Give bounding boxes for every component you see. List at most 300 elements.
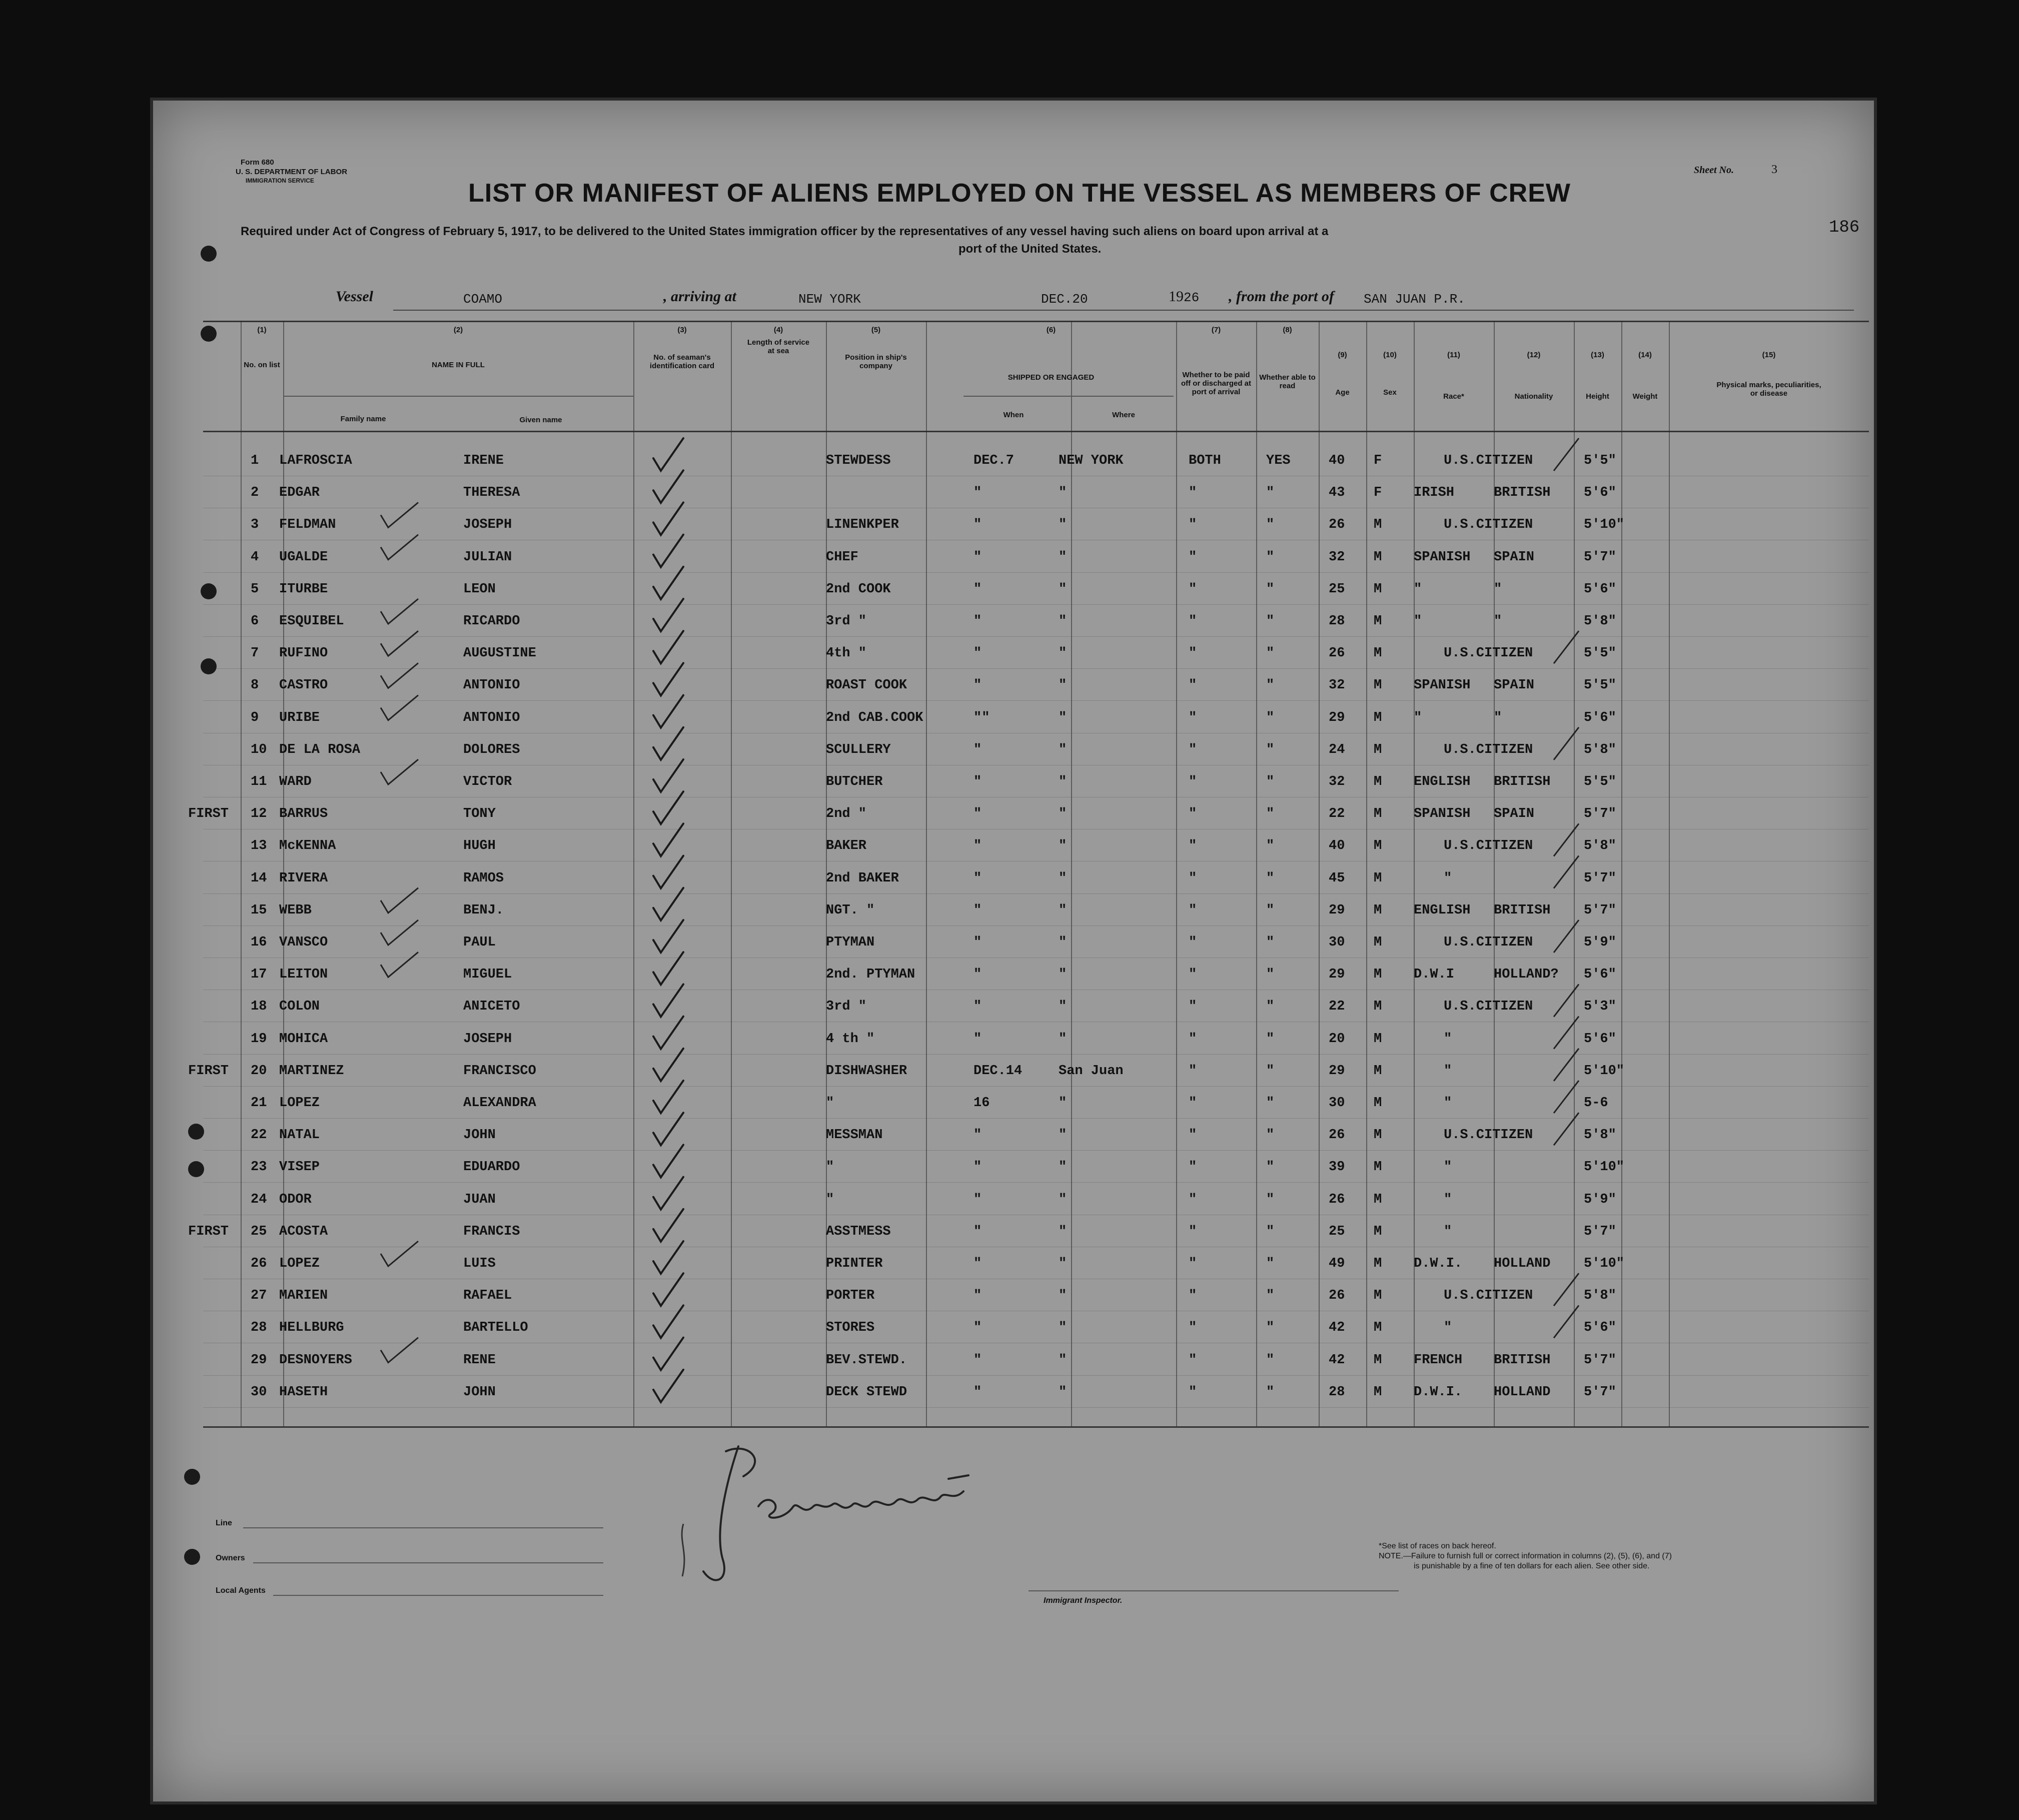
from-port: SAN JUAN P.R. bbox=[1364, 292, 1465, 307]
family-name: LOPEZ bbox=[279, 1256, 320, 1271]
sex: M bbox=[1374, 742, 1382, 757]
immigrant-inspector-label: Immigrant Inspector. bbox=[1044, 1596, 1123, 1605]
col4-num: (4) bbox=[773, 326, 783, 334]
row-number: 29 bbox=[251, 1352, 267, 1368]
binder-hole bbox=[201, 583, 217, 599]
row-number: 26 bbox=[251, 1256, 267, 1271]
check-mark bbox=[653, 599, 683, 631]
col7-num: (7) bbox=[1211, 326, 1221, 334]
position: 4th " bbox=[826, 646, 867, 661]
height: 5'6" bbox=[1584, 710, 1616, 725]
able-to-read: " bbox=[1266, 614, 1275, 629]
height: 5-6 bbox=[1584, 1096, 1608, 1111]
race: SPANISH bbox=[1414, 678, 1471, 693]
given-name: JUAN bbox=[463, 1192, 496, 1207]
sex: M bbox=[1374, 614, 1382, 629]
shipped-when: " bbox=[973, 614, 982, 629]
name-check-mark bbox=[381, 920, 418, 945]
check-mark bbox=[653, 502, 683, 535]
given-name: MIGUEL bbox=[463, 967, 512, 983]
row-prefix: FIRST bbox=[188, 1224, 229, 1239]
race: FRENCH bbox=[1414, 1352, 1463, 1368]
col8-header: Whether able to read bbox=[1259, 373, 1316, 390]
shipped-where: " bbox=[1059, 678, 1067, 693]
paid-off: " bbox=[1189, 935, 1197, 950]
sex: M bbox=[1374, 935, 1382, 950]
age: 25 bbox=[1329, 581, 1345, 597]
nationality: U.S.CITIZEN bbox=[1444, 453, 1533, 468]
height: 5'9" bbox=[1584, 935, 1616, 950]
family-name: RUFINO bbox=[279, 646, 328, 661]
position: NGT. " bbox=[826, 902, 875, 918]
penalty-note-2: is punishable by a fine of ten dollars for each alien. See other side. bbox=[1414, 1562, 1650, 1570]
col2b-header: Given name bbox=[519, 416, 562, 424]
binder-hole bbox=[188, 1161, 204, 1177]
shipped-when: " bbox=[973, 967, 982, 983]
races-note: *See list of races on back hereof. bbox=[1379, 1542, 1496, 1550]
shipped-where: " bbox=[1059, 1096, 1067, 1111]
row-number: 11 bbox=[251, 774, 267, 789]
given-name: HUGH bbox=[463, 838, 496, 854]
given-name: LEON bbox=[463, 581, 496, 597]
binder-hole bbox=[201, 658, 217, 674]
check-mark bbox=[653, 823, 683, 856]
sex: M bbox=[1374, 1288, 1382, 1304]
age: 45 bbox=[1329, 870, 1345, 886]
able-to-read: " bbox=[1266, 1031, 1275, 1047]
service-label: IMMIGRATION SERVICE bbox=[246, 177, 314, 184]
check-mark bbox=[653, 1049, 683, 1081]
row-number: 4 bbox=[251, 549, 259, 565]
shipped-where: " bbox=[1059, 1288, 1067, 1304]
age: 22 bbox=[1329, 806, 1345, 822]
position: PORTER bbox=[826, 1288, 875, 1304]
check-mark bbox=[653, 1081, 683, 1113]
given-name: JOSEPH bbox=[463, 1031, 512, 1047]
height-tick-mark bbox=[1554, 1017, 1579, 1049]
subtitle-line1: Required under Act of Congress of February 5, 1917, to be delivered to the United States immigration officer by the representatives of any vessel having such aliens on board upon arrival at a bbox=[241, 225, 1329, 238]
sex: M bbox=[1374, 1352, 1382, 1368]
height-tick-mark bbox=[1554, 438, 1579, 471]
able-to-read: " bbox=[1266, 999, 1275, 1015]
race: IRISH bbox=[1414, 485, 1455, 501]
from-port-label: , from the port of bbox=[1229, 288, 1334, 305]
vessel-label: Vessel bbox=[336, 288, 373, 305]
nationality: U.S.CITIZEN bbox=[1444, 517, 1533, 533]
check-mark bbox=[653, 663, 683, 695]
family-name: DE LA ROSA bbox=[279, 742, 361, 757]
paid-off: " bbox=[1189, 1352, 1197, 1368]
height: 5'5" bbox=[1584, 678, 1616, 693]
age: 42 bbox=[1329, 1352, 1345, 1368]
col10-num: (10) bbox=[1383, 351, 1397, 359]
col9-header: Age bbox=[1335, 388, 1350, 397]
able-to-read: " bbox=[1266, 967, 1275, 983]
sex: M bbox=[1374, 902, 1382, 918]
line-label: Line bbox=[216, 1519, 232, 1527]
height: 5'5" bbox=[1584, 774, 1616, 789]
age: 28 bbox=[1329, 1384, 1345, 1400]
shipped-where: " bbox=[1059, 806, 1067, 822]
given-name: FRANCISCO bbox=[463, 1063, 536, 1079]
col2-num: (2) bbox=[453, 326, 463, 334]
shipped-where: " bbox=[1059, 485, 1067, 501]
nationality: " bbox=[1444, 1160, 1452, 1175]
given-name: RAMOS bbox=[463, 870, 504, 886]
able-to-read: " bbox=[1266, 1288, 1275, 1304]
row-number: 28 bbox=[251, 1320, 267, 1336]
family-name: LAFROSCIA bbox=[279, 453, 352, 468]
row-number: 5 bbox=[251, 581, 259, 597]
main-title: LIST OR MANIFEST OF ALIENS EMPLOYED ON THE VESSEL AS MEMBERS OF CREW bbox=[468, 179, 1571, 208]
paid-off: " bbox=[1189, 678, 1197, 693]
height: 5'5" bbox=[1584, 453, 1616, 468]
given-name: AUGUSTINE bbox=[463, 646, 536, 661]
position: LINENKPER bbox=[826, 517, 899, 533]
able-to-read: " bbox=[1266, 1192, 1275, 1207]
given-name: THERESA bbox=[463, 485, 520, 501]
age: 22 bbox=[1329, 999, 1345, 1015]
height: 5'7" bbox=[1584, 870, 1616, 886]
able-to-read: " bbox=[1266, 549, 1275, 565]
given-name: ALEXANDRA bbox=[463, 1096, 536, 1111]
height: 5'8" bbox=[1584, 1288, 1616, 1304]
given-name: VICTOR bbox=[463, 774, 512, 789]
nationality: U.S.CITIZEN bbox=[1444, 646, 1533, 661]
able-to-read: " bbox=[1266, 1384, 1275, 1400]
age: 30 bbox=[1329, 1096, 1345, 1111]
nationality: U.S.CITIZEN bbox=[1444, 742, 1533, 757]
given-name: ANICETO bbox=[463, 999, 520, 1015]
height: 5'10" bbox=[1584, 1160, 1625, 1175]
height: 5'7" bbox=[1584, 902, 1616, 918]
col1-header: No. on list bbox=[244, 361, 280, 369]
nationality: " bbox=[1494, 710, 1502, 725]
height-tick-mark bbox=[1554, 856, 1579, 888]
race: SPANISH bbox=[1414, 549, 1471, 565]
name-check-mark bbox=[381, 599, 418, 624]
row-number: 16 bbox=[251, 935, 267, 950]
family-name: McKENNA bbox=[279, 838, 336, 854]
check-mark bbox=[653, 1113, 683, 1145]
height-tick-mark bbox=[1554, 1273, 1579, 1306]
col8-num: (8) bbox=[1283, 326, 1292, 334]
nationality: HOLLAND? bbox=[1494, 967, 1559, 983]
col15-num: (15) bbox=[1762, 351, 1776, 359]
col10-header: Sex bbox=[1383, 388, 1397, 397]
sheet-number: 3 bbox=[1771, 163, 1777, 176]
form-number: Form 680 bbox=[241, 158, 274, 167]
family-name: CASTRO bbox=[279, 678, 328, 693]
family-name: BARRUS bbox=[279, 806, 328, 822]
nationality: SPAIN bbox=[1494, 549, 1535, 565]
age: 26 bbox=[1329, 1288, 1345, 1304]
able-to-read: " bbox=[1266, 1224, 1275, 1239]
able-to-read: " bbox=[1266, 678, 1275, 693]
row-prefix: FIRST bbox=[188, 806, 229, 822]
height: 5'3" bbox=[1584, 999, 1616, 1015]
height-tick-mark bbox=[1554, 631, 1579, 663]
col3-num: (3) bbox=[677, 326, 687, 334]
able-to-read: " bbox=[1266, 902, 1275, 918]
able-to-read: YES bbox=[1266, 453, 1291, 468]
col7-header: Whether to be paid off or discharged at port of arrival bbox=[1181, 371, 1252, 396]
position: BEV.STEWD. bbox=[826, 1352, 907, 1368]
shipped-where: " bbox=[1059, 1352, 1067, 1368]
able-to-read: " bbox=[1266, 1096, 1275, 1111]
shipped-where: " bbox=[1059, 935, 1067, 950]
sex: M bbox=[1374, 774, 1382, 789]
row-number: 24 bbox=[251, 1192, 267, 1207]
check-mark bbox=[653, 952, 683, 985]
height-tick-mark bbox=[1554, 1049, 1579, 1081]
shipped-where: " bbox=[1059, 1192, 1067, 1207]
position: " bbox=[826, 1160, 834, 1175]
row-number: 7 bbox=[251, 646, 259, 661]
check-mark bbox=[653, 470, 683, 503]
check-mark bbox=[653, 1273, 683, 1306]
row-number: 21 bbox=[251, 1096, 267, 1111]
height: 5'5" bbox=[1584, 646, 1616, 661]
position: 2nd BAKER bbox=[826, 870, 899, 886]
family-name: VANSCO bbox=[279, 935, 328, 950]
nationality: " bbox=[1494, 614, 1502, 629]
check-mark bbox=[653, 1145, 683, 1177]
race: D.W.I. bbox=[1414, 1256, 1463, 1271]
height: 5'7" bbox=[1584, 1224, 1616, 1239]
able-to-read: " bbox=[1266, 774, 1275, 789]
position: STEWDESS bbox=[826, 453, 891, 468]
shipped-where: " bbox=[1059, 774, 1067, 789]
row-prefix: FIRST bbox=[188, 1063, 229, 1079]
binder-hole bbox=[184, 1469, 200, 1485]
age: 26 bbox=[1329, 1128, 1345, 1143]
row-number: 1 bbox=[251, 453, 259, 468]
family-name: ACOSTA bbox=[279, 1224, 328, 1239]
shipped-where: " bbox=[1059, 902, 1067, 918]
col2-header: NAME IN FULL bbox=[432, 361, 485, 369]
sex: M bbox=[1374, 1192, 1382, 1207]
position: 2nd. PTYMAN bbox=[826, 967, 915, 983]
shipped-when: " bbox=[973, 1288, 982, 1304]
height: 5'7" bbox=[1584, 1352, 1616, 1368]
sheet-number-label: Sheet No. 3 bbox=[1694, 163, 1777, 176]
given-name: ANTONIO bbox=[463, 710, 520, 725]
age: 26 bbox=[1329, 517, 1345, 533]
row-number: 15 bbox=[251, 902, 267, 918]
age: 29 bbox=[1329, 902, 1345, 918]
family-name: ESQUIBEL bbox=[279, 614, 344, 629]
penalty-note-1: NOTE.—Failure to furnish full or correct information in columns (2), (5), (6), and (7) bbox=[1379, 1552, 1672, 1560]
age: 29 bbox=[1329, 1063, 1345, 1079]
height: 5'8" bbox=[1584, 838, 1616, 854]
subtitle-line2: port of the United States. bbox=[958, 242, 1102, 256]
shipped-when: " bbox=[973, 806, 982, 822]
local-agents-label: Local Agents bbox=[216, 1586, 266, 1595]
paid-off: " bbox=[1189, 806, 1197, 822]
family-name: COLON bbox=[279, 999, 320, 1015]
sex: M bbox=[1374, 678, 1382, 693]
check-mark bbox=[653, 695, 683, 728]
paid-off: " bbox=[1189, 1384, 1197, 1400]
nationality: " bbox=[1494, 581, 1502, 597]
family-name: HASETH bbox=[279, 1384, 328, 1400]
position: ROAST COOK bbox=[826, 678, 907, 693]
arrival-date: DEC.20 bbox=[1041, 292, 1088, 307]
family-name: ODOR bbox=[279, 1192, 312, 1207]
col6a-header: When bbox=[1003, 411, 1024, 419]
sex: M bbox=[1374, 1031, 1382, 1047]
row-number: 25 bbox=[251, 1224, 267, 1239]
family-name: VISEP bbox=[279, 1160, 320, 1175]
position: " bbox=[826, 1192, 834, 1207]
col5-header: Position in ship's company bbox=[845, 353, 907, 370]
shipped-when: "" bbox=[973, 710, 990, 725]
nationality: U.S.CITIZEN bbox=[1444, 1128, 1533, 1143]
paid-off: " bbox=[1189, 774, 1197, 789]
given-name: JULIAN bbox=[463, 549, 512, 565]
paid-off: " bbox=[1189, 549, 1197, 565]
shipped-where: " bbox=[1059, 838, 1067, 854]
binder-hole bbox=[201, 246, 217, 262]
check-mark bbox=[653, 567, 683, 599]
row-number: 6 bbox=[251, 614, 259, 629]
row-number: 13 bbox=[251, 838, 267, 854]
height-tick-mark bbox=[1554, 823, 1579, 856]
nationality: U.S.CITIZEN bbox=[1444, 999, 1533, 1015]
page-stamp-number: 186 bbox=[1829, 218, 1860, 237]
position: DECK STEWD bbox=[826, 1384, 907, 1400]
age: 29 bbox=[1329, 710, 1345, 725]
paid-off: " bbox=[1189, 1096, 1197, 1111]
id-card-check-marks bbox=[153, 101, 1874, 1801]
shipped-where: " bbox=[1059, 614, 1067, 629]
shipped-when: " bbox=[973, 1031, 982, 1047]
shipped-where: " bbox=[1059, 999, 1067, 1015]
check-mark bbox=[653, 759, 683, 792]
height: 5'7" bbox=[1584, 1384, 1616, 1400]
age: 40 bbox=[1329, 453, 1345, 468]
given-name: TONY bbox=[463, 806, 496, 822]
name-check-mark bbox=[381, 663, 418, 688]
age: 39 bbox=[1329, 1160, 1345, 1175]
age: 30 bbox=[1329, 935, 1345, 950]
name-check-mark bbox=[381, 502, 418, 527]
nationality: HOLLAND bbox=[1494, 1384, 1551, 1400]
race: " bbox=[1414, 614, 1422, 629]
sex: F bbox=[1374, 485, 1382, 501]
given-name: RENE bbox=[463, 1352, 496, 1368]
paid-off: BOTH bbox=[1189, 453, 1221, 468]
given-name: LUIS bbox=[463, 1256, 496, 1271]
height: 5'10" bbox=[1584, 1256, 1625, 1271]
nationality: BRITISH bbox=[1494, 902, 1551, 918]
name-check-mark bbox=[381, 631, 418, 656]
able-to-read: " bbox=[1266, 1160, 1275, 1175]
shipped-where: " bbox=[1059, 1256, 1067, 1271]
col6b-header: Where bbox=[1112, 411, 1135, 419]
position: ASSTMESS bbox=[826, 1224, 891, 1239]
check-mark bbox=[653, 438, 683, 471]
row-number: 10 bbox=[251, 742, 267, 757]
col11-num: (11) bbox=[1447, 351, 1460, 359]
owners-label: Owners bbox=[216, 1554, 245, 1562]
sex: M bbox=[1374, 1224, 1382, 1239]
sex: M bbox=[1374, 1384, 1382, 1400]
col14-num: (14) bbox=[1638, 351, 1652, 359]
col11-header: Race* bbox=[1443, 392, 1464, 401]
check-mark bbox=[653, 920, 683, 953]
race: ENGLISH bbox=[1414, 774, 1471, 789]
paid-off: " bbox=[1189, 1063, 1197, 1079]
paid-off: " bbox=[1189, 581, 1197, 597]
position: 2nd COOK bbox=[826, 581, 891, 597]
paid-off: " bbox=[1189, 614, 1197, 629]
height-tick-mark bbox=[1554, 727, 1579, 760]
paid-off: " bbox=[1189, 902, 1197, 918]
able-to-read: " bbox=[1266, 485, 1275, 501]
given-name: IRENE bbox=[463, 453, 504, 468]
position: PTYMAN bbox=[826, 935, 875, 950]
name-check-mark bbox=[381, 695, 418, 720]
age: 42 bbox=[1329, 1320, 1345, 1336]
given-name: EDUARDO bbox=[463, 1160, 520, 1175]
row-number: 30 bbox=[251, 1384, 267, 1400]
shipped-where: " bbox=[1059, 1384, 1067, 1400]
col15-header: Physical marks, peculiarities, or disease bbox=[1716, 381, 1821, 398]
given-name: RAFAEL bbox=[463, 1288, 512, 1304]
shipped-when: " bbox=[973, 774, 982, 789]
height-tick-mark bbox=[1554, 920, 1579, 953]
shipped-where: NEW YORK bbox=[1059, 453, 1124, 468]
height: 5'7" bbox=[1584, 549, 1616, 565]
row-number: 18 bbox=[251, 999, 267, 1015]
paid-off: " bbox=[1189, 1256, 1197, 1271]
sex: M bbox=[1374, 517, 1382, 533]
able-to-read: " bbox=[1266, 1256, 1275, 1271]
age: 32 bbox=[1329, 549, 1345, 565]
position: PRINTER bbox=[826, 1256, 883, 1271]
sex: M bbox=[1374, 1128, 1382, 1143]
shipped-when: " bbox=[973, 1320, 982, 1336]
nationality: " bbox=[1444, 1192, 1452, 1207]
position: SCULLERY bbox=[826, 742, 891, 757]
shipped-when: DEC.14 bbox=[973, 1063, 1023, 1079]
family-name: MARTINEZ bbox=[279, 1063, 344, 1079]
check-mark bbox=[653, 1338, 683, 1370]
nationality: BRITISH bbox=[1494, 485, 1551, 501]
col4-header: Length of service at sea bbox=[747, 338, 810, 355]
vessel-name: COAMO bbox=[463, 292, 503, 307]
binder-hole bbox=[188, 1124, 204, 1140]
paid-off: " bbox=[1189, 1192, 1197, 1207]
given-name: JOSEPH bbox=[463, 517, 512, 533]
shipped-when: " bbox=[973, 838, 982, 854]
position: 3rd " bbox=[826, 999, 867, 1015]
shipped-when: " bbox=[973, 1224, 982, 1239]
name-check-mark bbox=[381, 535, 418, 560]
height: 5'6" bbox=[1584, 1031, 1616, 1047]
shipped-when: DEC.7 bbox=[973, 453, 1015, 468]
sex: M bbox=[1374, 838, 1382, 854]
sex: M bbox=[1374, 1160, 1382, 1175]
shipped-when: " bbox=[973, 678, 982, 693]
age: 29 bbox=[1329, 967, 1345, 983]
row-number: 27 bbox=[251, 1288, 267, 1304]
family-name: WEBB bbox=[279, 902, 312, 918]
sex: M bbox=[1374, 870, 1382, 886]
race: D.W.I bbox=[1414, 967, 1455, 983]
